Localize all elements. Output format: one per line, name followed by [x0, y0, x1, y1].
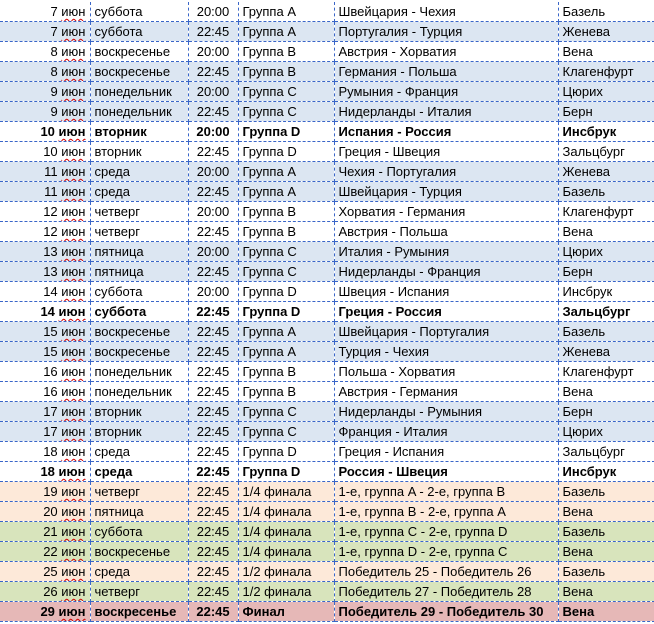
weekday-cell[interactable]: воскресенье: [90, 342, 188, 362]
spreadsheet: [0, 2, 654, 624]
weekday-cell[interactable]: пятница: [90, 242, 188, 262]
day-number: 13: [43, 244, 58, 259]
time-cell[interactable]: 20:00: [188, 42, 238, 62]
group-cell[interactable]: Группа C: [238, 402, 334, 422]
time-cell[interactable]: 22:45: [188, 602, 238, 622]
table-row: [0, 482, 654, 502]
city-cell[interactable]: Клагенфурт: [558, 202, 654, 222]
date-cell[interactable]: [0, 502, 90, 522]
month-label: июн: [61, 344, 86, 359]
day-number: 7: [50, 4, 58, 19]
weekday-cell[interactable]: понедельник: [90, 102, 188, 122]
date-cell[interactable]: [0, 142, 90, 162]
table-row: [0, 122, 654, 142]
month-label: июн: [61, 184, 86, 199]
weekday-cell[interactable]: вторник: [90, 422, 188, 442]
match-cell[interactable]: Греция - Испания: [334, 442, 558, 462]
match-cell[interactable]: Швейцария - Португалия: [334, 322, 558, 342]
weekday-cell[interactable]: воскресенье: [90, 602, 188, 622]
city-cell[interactable]: Женева: [558, 342, 654, 362]
date-cell[interactable]: [0, 282, 90, 302]
weekday-cell[interactable]: суббота: [90, 22, 188, 42]
schedule-table: [0, 2, 654, 622]
month-label: июн: [58, 464, 86, 479]
match-cell[interactable]: Австрия - Польша: [334, 222, 558, 242]
time-cell[interactable]: 22:45: [188, 322, 238, 342]
city-cell[interactable]: Вена: [558, 382, 654, 402]
weekday-cell[interactable]: суббота: [90, 302, 188, 322]
day-number: 18: [40, 464, 55, 479]
month-label: июн: [61, 264, 86, 279]
weekday-cell[interactable]: понедельник: [90, 82, 188, 102]
group-cell[interactable]: 1/4 финала: [238, 522, 334, 542]
day-number: 14: [43, 284, 58, 299]
date-cell[interactable]: [0, 322, 90, 342]
city-cell[interactable]: Базель: [558, 322, 654, 342]
time-cell[interactable]: 20:00: [188, 122, 238, 142]
table-row: [0, 42, 654, 62]
match-cell[interactable]: Италия - Румыния: [334, 242, 558, 262]
time-cell[interactable]: 22:45: [188, 62, 238, 82]
date-cell[interactable]: [0, 402, 90, 422]
date-cell[interactable]: [0, 382, 90, 402]
match-cell[interactable]: Румыния - Франция: [334, 82, 558, 102]
month-label: июн: [58, 304, 86, 319]
time-cell[interactable]: 22:45: [188, 462, 238, 482]
weekday-cell[interactable]: четверг: [90, 202, 188, 222]
group-cell[interactable]: 1/4 финала: [238, 482, 334, 502]
month-label: июн: [61, 224, 86, 239]
match-cell[interactable]: Швейцария - Турция: [334, 182, 558, 202]
month-label: июн: [61, 484, 86, 499]
date-cell[interactable]: [0, 542, 90, 562]
table-row: [0, 542, 654, 562]
group-cell[interactable]: Группа B: [238, 222, 334, 242]
month-label: июн: [61, 284, 86, 299]
match-cell[interactable]: 1-е, группа A - 2-е, группа B: [334, 482, 558, 502]
month-label: июн: [61, 104, 86, 119]
table-row: [0, 162, 654, 182]
table-row: [0, 2, 654, 22]
day-number: 16: [43, 384, 58, 399]
date-cell[interactable]: [0, 262, 90, 282]
group-cell[interactable]: Группа A: [238, 322, 334, 342]
city-cell[interactable]: Вена: [558, 222, 654, 242]
date-cell[interactable]: [0, 22, 90, 42]
date-cell[interactable]: [0, 242, 90, 262]
weekday-cell[interactable]: вторник: [90, 122, 188, 142]
city-cell[interactable]: Клагенфурт: [558, 362, 654, 382]
day-number: 12: [43, 204, 58, 219]
group-cell[interactable]: Финал: [238, 602, 334, 622]
time-cell[interactable]: 22:45: [188, 222, 238, 242]
table-row: [0, 522, 654, 542]
table-row: [0, 302, 654, 322]
table-row: [0, 142, 654, 162]
day-number: 17: [43, 424, 58, 439]
weekday-cell[interactable]: воскресенье: [90, 42, 188, 62]
group-cell[interactable]: Группа D: [238, 122, 334, 142]
city-cell[interactable]: Цюрих: [558, 242, 654, 262]
month-label: июн: [61, 524, 86, 539]
group-cell[interactable]: Группа C: [238, 82, 334, 102]
match-cell[interactable]: Нидерланды - Италия: [334, 102, 558, 122]
month-label: июн: [61, 324, 86, 339]
table-row: [0, 282, 654, 302]
day-number: 11: [44, 164, 58, 179]
month-label: июн: [61, 584, 86, 599]
month-label: июн: [61, 504, 86, 519]
date-cell[interactable]: [0, 582, 90, 602]
table-row: [0, 382, 654, 402]
month-label: июн: [61, 164, 86, 179]
weekday-cell[interactable]: среда: [90, 462, 188, 482]
match-cell[interactable]: 1-е, группа D - 2-е, группа C: [334, 542, 558, 562]
city-cell[interactable]: Инсбрук: [558, 122, 654, 142]
date-cell[interactable]: [0, 302, 90, 322]
date-cell[interactable]: [0, 102, 90, 122]
time-cell[interactable]: 22:45: [188, 502, 238, 522]
match-cell[interactable]: Греция - Швеция: [334, 142, 558, 162]
group-cell[interactable]: Группа D: [238, 302, 334, 322]
match-cell[interactable]: Австрия - Германия: [334, 382, 558, 402]
table-row: [0, 362, 654, 382]
match-cell[interactable]: Швейцария - Чехия: [334, 2, 558, 22]
day-number: 20: [43, 504, 58, 519]
date-cell[interactable]: [0, 162, 90, 182]
table-row: [0, 222, 654, 242]
day-number: 7: [50, 24, 58, 39]
day-number: 10: [43, 144, 58, 159]
city-cell[interactable]: Женева: [558, 22, 654, 42]
group-cell[interactable]: Группа A: [238, 22, 334, 42]
table-row: [0, 442, 654, 462]
match-cell[interactable]: Германия - Польша: [334, 62, 558, 82]
match-cell[interactable]: Победитель 27 - Победитель 28: [334, 582, 558, 602]
group-cell[interactable]: Группа D: [238, 282, 334, 302]
weekday-cell[interactable]: пятница: [90, 502, 188, 522]
time-cell[interactable]: 20:00: [188, 242, 238, 262]
city-cell[interactable]: Вена: [558, 42, 654, 62]
match-cell[interactable]: Победитель 29 - Победитель 30: [334, 602, 558, 622]
group-cell[interactable]: Группа A: [238, 162, 334, 182]
group-cell[interactable]: 1/2 финала: [238, 562, 334, 582]
weekday-cell[interactable]: воскресенье: [90, 62, 188, 82]
date-cell[interactable]: [0, 442, 90, 462]
table-row: [0, 402, 654, 422]
group-cell[interactable]: Группа D: [238, 442, 334, 462]
city-cell[interactable]: Зальцбург: [558, 442, 654, 462]
table-row: [0, 602, 654, 622]
time-cell[interactable]: 22:45: [188, 362, 238, 382]
date-cell[interactable]: [0, 462, 90, 482]
time-cell[interactable]: 22:45: [188, 302, 238, 322]
time-cell[interactable]: 22:45: [188, 522, 238, 542]
date-cell[interactable]: [0, 602, 90, 622]
time-cell[interactable]: 22:45: [188, 342, 238, 362]
weekday-cell[interactable]: вторник: [90, 402, 188, 422]
group-cell[interactable]: Группа A: [238, 2, 334, 22]
table-row: [0, 62, 654, 82]
city-cell[interactable]: Вена: [558, 582, 654, 602]
day-number: 21: [43, 524, 58, 539]
table-row: [0, 342, 654, 362]
weekday-cell[interactable]: суббота: [90, 2, 188, 22]
table-row: [0, 502, 654, 522]
time-cell[interactable]: 22:45: [188, 382, 238, 402]
date-cell[interactable]: [0, 42, 90, 62]
month-label: июн: [61, 384, 86, 399]
time-cell[interactable]: 20:00: [188, 2, 238, 22]
match-cell[interactable]: Испания - Россия: [334, 122, 558, 142]
group-cell[interactable]: Группа A: [238, 342, 334, 362]
group-cell[interactable]: 1/4 финала: [238, 502, 334, 522]
date-cell[interactable]: [0, 122, 90, 142]
group-cell[interactable]: Группа D: [238, 462, 334, 482]
date-cell[interactable]: [0, 342, 90, 362]
day-number: 12: [43, 224, 58, 239]
group-cell[interactable]: Группа A: [238, 182, 334, 202]
match-cell[interactable]: Хорватия - Германия: [334, 202, 558, 222]
group-cell[interactable]: 1/2 финала: [238, 582, 334, 602]
city-cell[interactable]: Вена: [558, 502, 654, 522]
city-cell[interactable]: Цюрих: [558, 82, 654, 102]
day-number: 25: [43, 564, 58, 579]
weekday-cell[interactable]: понедельник: [90, 382, 188, 402]
weekday-cell[interactable]: воскресенье: [90, 542, 188, 562]
match-cell[interactable]: 1-е, группа B - 2-е, группа A: [334, 502, 558, 522]
group-cell[interactable]: Группа B: [238, 42, 334, 62]
match-cell[interactable]: Польша - Хорватия: [334, 362, 558, 382]
day-number: 17: [43, 404, 58, 419]
table-row: [0, 262, 654, 282]
weekday-cell[interactable]: суббота: [90, 282, 188, 302]
day-number: 14: [40, 304, 55, 319]
month-label: июн: [58, 124, 86, 139]
month-label: июн: [61, 24, 86, 39]
month-label: июн: [61, 364, 86, 379]
time-cell[interactable]: 22:45: [188, 562, 238, 582]
day-number: 10: [40, 124, 55, 139]
day-number: 13: [43, 264, 58, 279]
month-label: июн: [61, 144, 86, 159]
city-cell[interactable]: Женева: [558, 162, 654, 182]
time-cell[interactable]: 22:45: [188, 422, 238, 442]
date-cell[interactable]: [0, 362, 90, 382]
time-cell[interactable]: 22:45: [188, 582, 238, 602]
weekday-cell[interactable]: среда: [90, 442, 188, 462]
day-number: 22: [43, 544, 58, 559]
date-cell[interactable]: [0, 422, 90, 442]
table-row: [0, 182, 654, 202]
month-label: июн: [61, 204, 86, 219]
time-cell[interactable]: 20:00: [188, 202, 238, 222]
city-cell[interactable]: Базель: [558, 562, 654, 582]
weekday-cell[interactable]: четверг: [90, 482, 188, 502]
day-number: 29: [40, 604, 55, 619]
time-cell[interactable]: 22:45: [188, 262, 238, 282]
weekday-cell[interactable]: вторник: [90, 142, 188, 162]
weekday-cell[interactable]: среда: [90, 182, 188, 202]
weekday-cell[interactable]: воскресенье: [90, 322, 188, 342]
match-cell[interactable]: Нидерланды - Франция: [334, 262, 558, 282]
month-label: июн: [58, 604, 86, 619]
time-cell[interactable]: 20:00: [188, 162, 238, 182]
group-cell[interactable]: Группа B: [238, 62, 334, 82]
time-cell[interactable]: 22:45: [188, 182, 238, 202]
group-cell[interactable]: Группа B: [238, 382, 334, 402]
date-cell[interactable]: [0, 482, 90, 502]
day-number: 8: [50, 44, 58, 59]
month-label: июн: [61, 444, 86, 459]
match-cell[interactable]: Франция - Италия: [334, 422, 558, 442]
city-cell[interactable]: Базель: [558, 182, 654, 202]
time-cell[interactable]: 22:45: [188, 482, 238, 502]
month-label: июн: [61, 424, 86, 439]
weekday-cell[interactable]: четверг: [90, 582, 188, 602]
table-row: [0, 82, 654, 102]
month-label: июн: [61, 84, 86, 99]
city-cell[interactable]: Зальцбург: [558, 142, 654, 162]
day-number: 26: [43, 584, 58, 599]
day-number: 15: [43, 344, 58, 359]
match-cell[interactable]: Греция - Россия: [334, 302, 558, 322]
date-cell[interactable]: [0, 522, 90, 542]
time-cell[interactable]: 22:45: [188, 402, 238, 422]
month-label: июн: [61, 244, 86, 259]
time-cell[interactable]: 22:45: [188, 142, 238, 162]
weekday-cell[interactable]: понедельник: [90, 362, 188, 382]
city-cell[interactable]: Зальцбург: [558, 302, 654, 322]
time-cell[interactable]: 22:45: [188, 102, 238, 122]
weekday-cell[interactable]: среда: [90, 162, 188, 182]
weekday-cell[interactable]: суббота: [90, 522, 188, 542]
month-label: июн: [61, 44, 86, 59]
month-label: июн: [61, 564, 86, 579]
month-label: июн: [61, 64, 86, 79]
match-cell[interactable]: Турция - Чехия: [334, 342, 558, 362]
match-cell[interactable]: Победитель 25 - Победитель 26: [334, 562, 558, 582]
city-cell[interactable]: Берн: [558, 402, 654, 422]
time-cell[interactable]: 22:45: [188, 542, 238, 562]
day-number: 9: [50, 104, 58, 119]
day-number: 8: [50, 64, 58, 79]
date-cell[interactable]: [0, 562, 90, 582]
month-label: июн: [61, 4, 86, 19]
match-cell[interactable]: Швеция - Испания: [334, 282, 558, 302]
city-cell[interactable]: Инсбрук: [558, 462, 654, 482]
day-number: 18: [43, 444, 58, 459]
day-number: 19: [43, 484, 58, 499]
time-cell[interactable]: 20:00: [188, 82, 238, 102]
table-row: [0, 202, 654, 222]
day-number: 16: [43, 364, 58, 379]
city-cell[interactable]: Базель: [558, 522, 654, 542]
date-cell[interactable]: [0, 202, 90, 222]
weekday-cell[interactable]: среда: [90, 562, 188, 582]
city-cell[interactable]: Клагенфурт: [558, 62, 654, 82]
date-cell[interactable]: [0, 182, 90, 202]
day-number: 15: [43, 324, 58, 339]
table-row: [0, 242, 654, 262]
match-cell[interactable]: Австрия - Хорватия: [334, 42, 558, 62]
date-cell[interactable]: [0, 222, 90, 242]
table-row: [0, 102, 654, 122]
match-cell[interactable]: 1-е, группа C - 2-е, группа D: [334, 522, 558, 542]
table-row: [0, 322, 654, 342]
group-cell[interactable]: Группа B: [238, 202, 334, 222]
city-cell[interactable]: Цюрих: [558, 422, 654, 442]
weekday-cell[interactable]: четверг: [90, 222, 188, 242]
group-cell[interactable]: Группа C: [238, 102, 334, 122]
day-number: 9: [50, 84, 58, 99]
table-row: [0, 562, 654, 582]
time-cell[interactable]: 20:00: [188, 282, 238, 302]
city-cell[interactable]: Вена: [558, 602, 654, 622]
group-cell[interactable]: Группа C: [238, 262, 334, 282]
city-cell[interactable]: Базель: [558, 2, 654, 22]
city-cell[interactable]: Инсбрук: [558, 282, 654, 302]
table-row: [0, 582, 654, 602]
city-cell[interactable]: Базель: [558, 482, 654, 502]
time-cell[interactable]: 22:45: [188, 22, 238, 42]
month-label: июн: [61, 404, 86, 419]
match-cell[interactable]: Россия - Швеция: [334, 462, 558, 482]
city-cell[interactable]: Берн: [558, 262, 654, 282]
group-cell[interactable]: Группа C: [238, 422, 334, 442]
match-cell[interactable]: Нидерланды - Румыния: [334, 402, 558, 422]
group-cell[interactable]: 1/4 финала: [238, 542, 334, 562]
date-cell[interactable]: [0, 62, 90, 82]
table-row: [0, 422, 654, 442]
day-number: 11: [44, 184, 58, 199]
group-cell[interactable]: Группа C: [238, 242, 334, 262]
month-label: июн: [61, 544, 86, 559]
date-cell[interactable]: [0, 2, 90, 22]
table-row: [0, 462, 654, 482]
city-cell[interactable]: Берн: [558, 102, 654, 122]
city-cell[interactable]: Вена: [558, 542, 654, 562]
group-cell[interactable]: Группа B: [238, 362, 334, 382]
weekday-cell[interactable]: пятница: [90, 262, 188, 282]
schedule-rows: [0, 2, 654, 622]
date-cell[interactable]: [0, 82, 90, 102]
time-cell[interactable]: 22:45: [188, 442, 238, 462]
match-cell[interactable]: Чехия - Португалия: [334, 162, 558, 182]
table-row: [0, 22, 654, 42]
group-cell[interactable]: Группа D: [238, 142, 334, 162]
match-cell[interactable]: Португалия - Турция: [334, 22, 558, 42]
